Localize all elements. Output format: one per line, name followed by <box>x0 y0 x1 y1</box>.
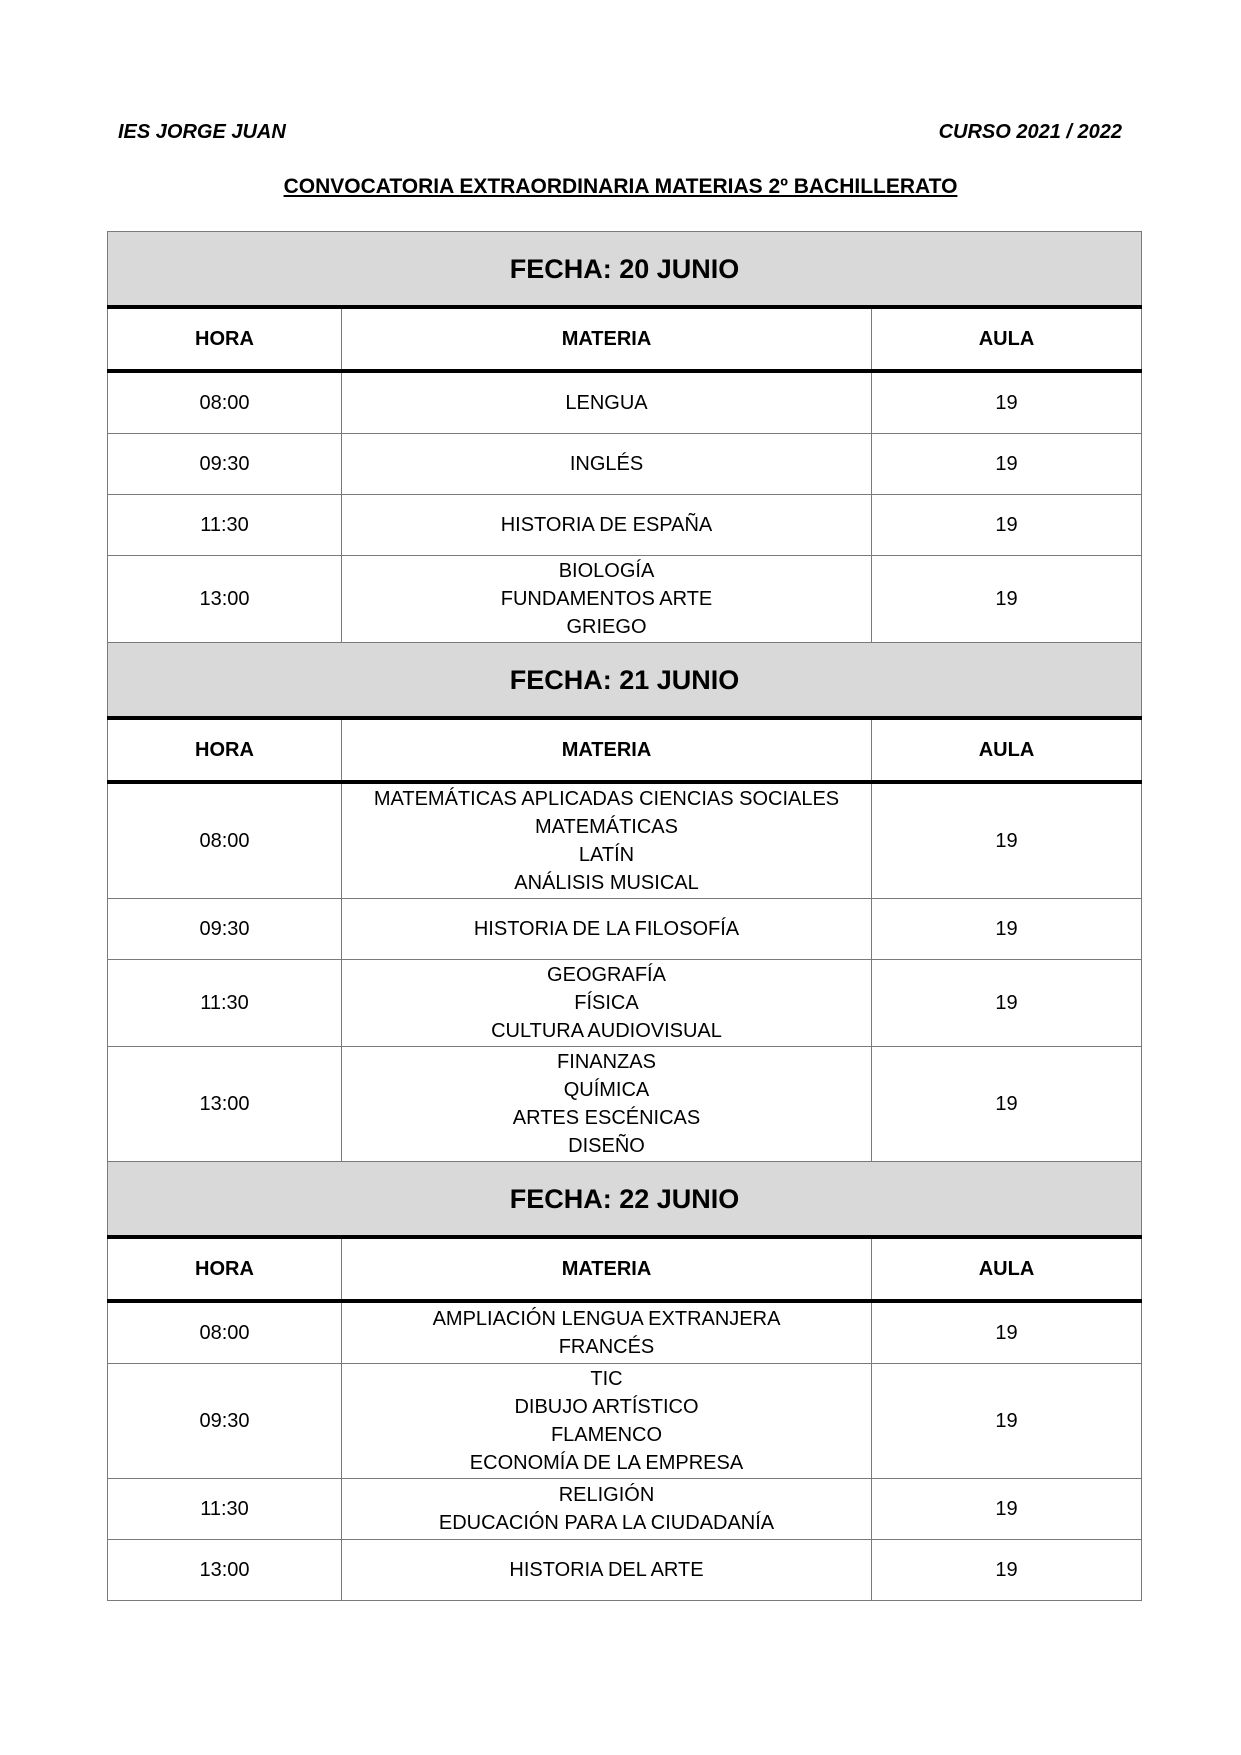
materia-name: RELIGIÓN <box>558 1484 655 1506</box>
aula-cell: 19 <box>872 899 1142 960</box>
materia-cell <box>342 495 872 556</box>
materia-cell <box>342 1540 872 1601</box>
materia-name: FÍSICA <box>574 992 639 1014</box>
materia-cell <box>342 556 872 643</box>
materia-cell <box>342 1479 872 1540</box>
aula-cell: 19 <box>872 371 1142 434</box>
column-header-hora: HORA <box>108 307 342 371</box>
table-row <box>108 434 1142 495</box>
table-row <box>108 1364 1142 1479</box>
materia-name: FRANCÉS <box>558 1336 655 1358</box>
materia-name: MATEMÁTICAS <box>535 816 678 838</box>
aula-cell: 19 <box>872 960 1142 1047</box>
materia-name: HISTORIA DE LA FILOSOFÍA <box>473 918 740 940</box>
hora-cell: 13:00 <box>108 556 342 643</box>
hora-cell: 08:00 <box>108 782 342 899</box>
aula-cell: 19 <box>872 1364 1142 1479</box>
hora-cell: 09:30 <box>108 434 342 495</box>
aula-cell: 19 <box>872 1301 1142 1364</box>
materia-cell <box>342 960 872 1047</box>
aula-cell: 19 <box>872 1047 1142 1162</box>
hora-cell: 09:30 <box>108 1364 342 1479</box>
date-row <box>108 1162 1142 1238</box>
table-row <box>108 556 1142 643</box>
column-header-row <box>108 718 1142 782</box>
column-header-aula: AULA <box>872 307 1142 371</box>
aula-cell: 19 <box>872 782 1142 899</box>
course-year: CURSO 2021 / 2022 <box>938 121 1122 143</box>
school-name: IES JORGE JUAN <box>118 121 286 143</box>
materia-cell <box>342 1364 872 1479</box>
table-row <box>108 1047 1142 1162</box>
materia-name: ECONOMÍA DE LA EMPRESA <box>469 1452 744 1474</box>
column-header-materia: MATERIA <box>342 718 872 782</box>
materia-name: HISTORIA DEL ARTE <box>509 1559 704 1581</box>
date-heading: FECHA: 20 JUNIO <box>108 232 1142 308</box>
column-header-materia: MATERIA <box>342 307 872 371</box>
column-header-row <box>108 307 1142 371</box>
table-row <box>108 1540 1142 1601</box>
table-row <box>108 1301 1142 1364</box>
date-row <box>108 643 1142 719</box>
table-row <box>108 495 1142 556</box>
column-header-aula: AULA <box>872 1237 1142 1301</box>
hora-cell: 13:00 <box>108 1540 342 1601</box>
materia-cell <box>342 1301 872 1364</box>
materia-cell <box>342 434 872 495</box>
materia-name: AMPLIACIÓN LENGUA EXTRANJERA <box>432 1308 781 1330</box>
materia-name: BIOLOGÍA <box>558 560 655 582</box>
materia-cell <box>342 371 872 434</box>
column-header-aula: AULA <box>872 718 1142 782</box>
materia-name: DIBUJO ARTÍSTICO <box>514 1396 699 1418</box>
materia-name: FUNDAMENTOS ARTE <box>500 588 713 610</box>
aula-cell: 19 <box>872 1479 1142 1540</box>
column-header-row <box>108 1237 1142 1301</box>
materia-name: TIC <box>590 1368 623 1390</box>
materia-name: GRIEGO <box>566 616 647 638</box>
hora-cell: 08:00 <box>108 1301 342 1364</box>
hora-cell: 11:30 <box>108 1479 342 1540</box>
date-heading: FECHA: 21 JUNIO <box>108 643 1142 719</box>
date-heading: FECHA: 22 JUNIO <box>108 1162 1142 1238</box>
hora-cell: 09:30 <box>108 899 342 960</box>
materia-name: ANÁLISIS MUSICAL <box>514 872 699 894</box>
table-row <box>108 899 1142 960</box>
table-row <box>108 371 1142 434</box>
materia-name: GEOGRAFÍA <box>547 964 666 986</box>
materia-name: LATÍN <box>578 844 635 866</box>
materia-name: CULTURA AUDIOVISUAL <box>491 1020 722 1042</box>
aula-cell: 19 <box>872 556 1142 643</box>
aula-cell: 19 <box>872 1540 1142 1601</box>
aula-cell: 19 <box>872 434 1142 495</box>
table-row <box>108 960 1142 1047</box>
column-header-hora: HORA <box>108 718 342 782</box>
materia-cell <box>342 782 872 899</box>
materia-name: EDUCACIÓN PARA LA CIUDADANÍA <box>438 1512 775 1534</box>
hora-cell: 08:00 <box>108 371 342 434</box>
table-row <box>108 1479 1142 1540</box>
hora-cell: 11:30 <box>108 960 342 1047</box>
materia-name: ARTES ESCÉNICAS <box>512 1107 701 1129</box>
materia-name: INGLÉS <box>569 453 644 475</box>
materia-name: FINANZAS <box>557 1051 656 1073</box>
materia-cell <box>342 1047 872 1162</box>
materia-name: DISEÑO <box>568 1135 645 1157</box>
date-row <box>108 232 1142 308</box>
materia-cell <box>342 899 872 960</box>
materia-name: HISTORIA DE ESPAÑA <box>500 514 713 536</box>
hora-cell: 13:00 <box>108 1047 342 1162</box>
materia-name: LENGUA <box>565 392 648 414</box>
table-row <box>108 782 1142 899</box>
aula-cell: 19 <box>872 495 1142 556</box>
materia-name: FLAMENCO <box>550 1424 663 1446</box>
document-title: CONVOCATORIA EXTRAORDINARIA MATERIAS 2º BACHILLERATO <box>283 175 958 198</box>
column-header-hora: HORA <box>108 1237 342 1301</box>
materia-name: QUÍMICA <box>563 1079 650 1101</box>
column-header-materia: MATERIA <box>342 1237 872 1301</box>
hora-cell: 11:30 <box>108 495 342 556</box>
exam-schedule-table <box>107 231 1142 1601</box>
materia-name: MATEMÁTICAS APLICADAS CIENCIAS SOCIALES <box>373 788 840 810</box>
